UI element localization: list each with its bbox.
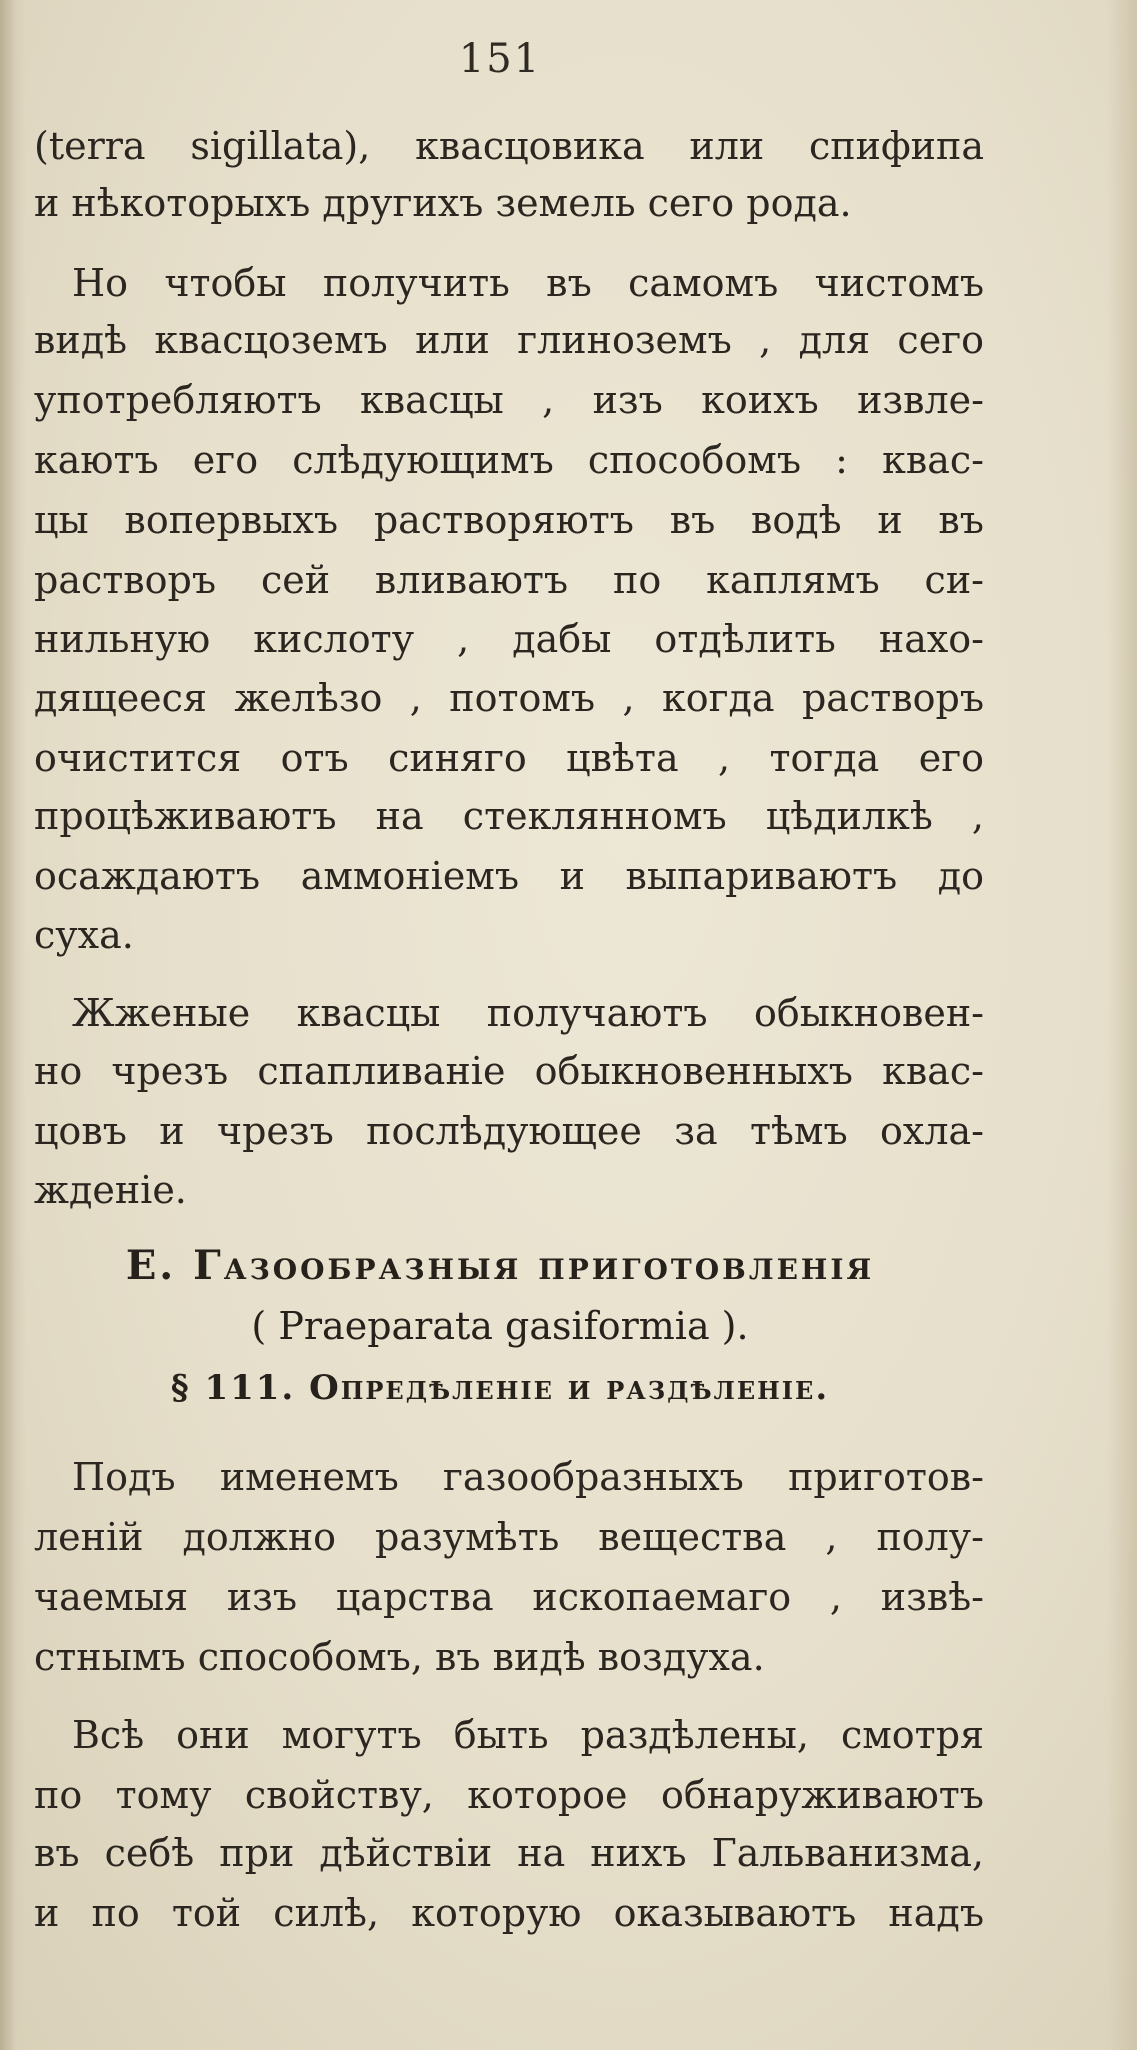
text-line: Всѣ они могутъ быть раздѣлены, смотря xyxy=(72,1713,984,1757)
text-line: процѣживаютъ на стеклянномъ цѣдилкѣ , xyxy=(34,794,984,838)
text-line: цы вопервыхъ растворяютъ въ водѣ и въ xyxy=(34,498,984,542)
text-line: стнымъ способомъ, въ видѣ воздуха. xyxy=(34,1635,765,1679)
text-line: растворъ сей вливаютъ по каплямъ си- xyxy=(34,558,984,602)
binding-shadow xyxy=(0,0,26,2050)
text-line: осаждаютъ аммоніемъ и выпариваютъ до xyxy=(34,854,984,898)
text-line: и по той силѣ, которую оказываютъ надъ xyxy=(34,1891,984,1935)
text-line: нильную кислоту , дабы отдѣлить нахо- xyxy=(34,617,984,661)
text-line: (terra sigillata), квасцовика или спифипа xyxy=(34,124,984,168)
text-line: чаемыя изъ царства ископаемаго , извѣ- xyxy=(34,1575,984,1619)
text-line: цовъ и чрезъ послѣдующее за тѣмъ охла- xyxy=(34,1109,984,1153)
text-line: дящееся желѣзо , потомъ , когда растворъ xyxy=(34,676,984,720)
text-line: и нѣкоторыхъ другихъ земель сего рода. xyxy=(34,181,852,225)
page-edge xyxy=(1107,0,1137,2050)
text-line: употребляютъ квасцы , изъ коихъ извле- xyxy=(34,378,984,422)
text-line: видѣ квасцоземъ или глиноземъ , для сего xyxy=(34,318,984,362)
text-line: но чрезъ спапливаніе обыкновенныхъ квас- xyxy=(34,1049,984,1093)
text-line: леній должно разумѣть вещества , полу- xyxy=(34,1515,984,1559)
paragraph-heading: § 111. Опредѣленіе и раздѣленіе. xyxy=(170,1368,830,1408)
text-line: каютъ его слѣдующимъ способомъ : квас- xyxy=(34,438,984,482)
section-subheading-latin: ( Praeparata gasiformia ). xyxy=(251,1304,749,1348)
text-line: Жженые квасцы получаютъ обыкновен- xyxy=(72,991,984,1035)
text-line: въ себѣ при дѣйствіи на нихъ Гальванизма, xyxy=(34,1831,984,1875)
text-line: очистится отъ синяго цвѣта , тогда его xyxy=(34,736,984,780)
text-line: по тому свойству, которое обнаруживаютъ xyxy=(34,1773,984,1817)
text-line: Но чтобы получить въ самомъ чистомъ xyxy=(72,261,984,305)
page-number: 151 xyxy=(458,36,542,82)
text-line: жденіе. xyxy=(34,1168,187,1212)
text-line: Подъ именемъ газообразныхъ приготов- xyxy=(72,1455,984,1499)
text-line: суха. xyxy=(34,913,134,957)
section-heading: E. Газообразныя приготовленія xyxy=(125,1242,875,1289)
